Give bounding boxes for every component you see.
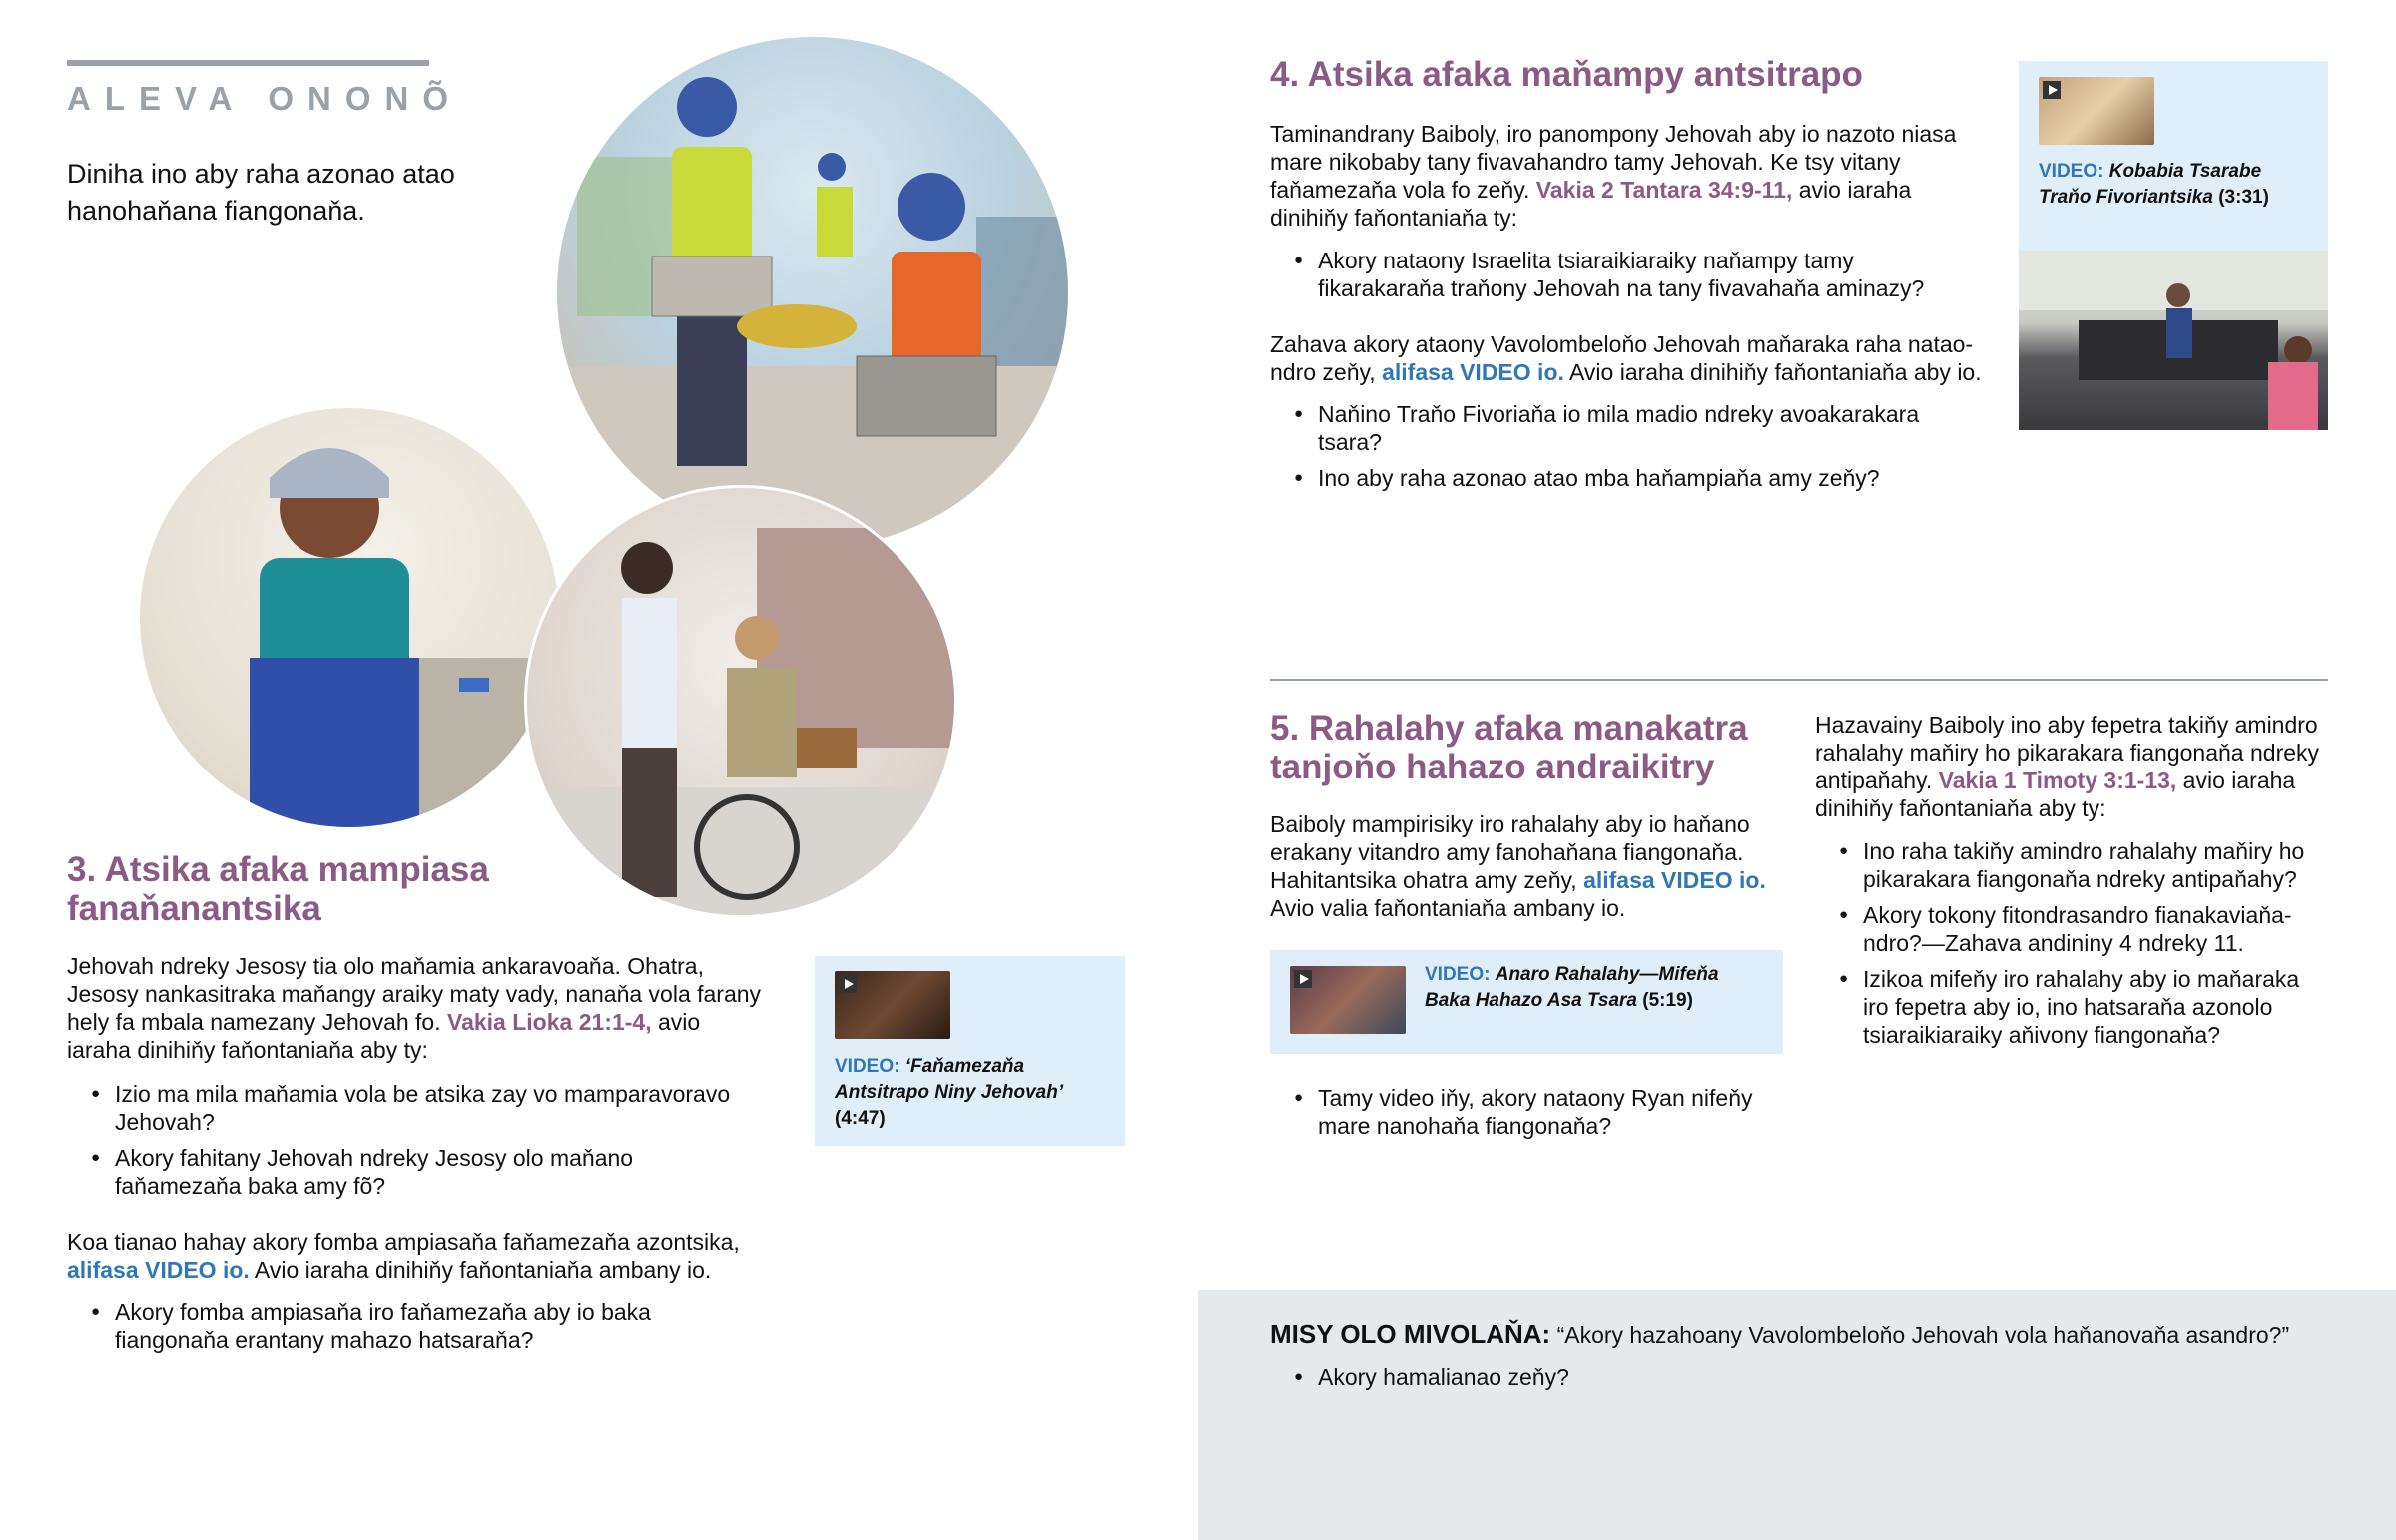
scripture-link[interactable]: Vakia 1 Timoty 3:1-13,	[1938, 768, 2177, 793]
paragraph-text: avio iaraha dinihiňy faňontaniaňa ty:	[1270, 177, 1912, 231]
question-item: ● Tamy video iňy, akory nataony Ryan nifeňy mare nanohaňa fiangonaňa?	[1270, 1084, 1789, 1140]
video-kicker: VIDEO:	[1425, 964, 1491, 985]
question-item: ● Ino raha takiňy amindro rahalahy maňiry ho pikarakara fiangonaňa ndreky antipaňahy?	[1815, 837, 2324, 893]
intro-text: Diniha ino aby raha azonao atao hanohaňana fiangonaňa.	[67, 159, 455, 226]
video-card-kingdom-hall[interactable]	[2019, 61, 2328, 430]
video-title: Anaro Rahalahy—Mifeňa Baka Hahazo Asa Tsara	[1425, 964, 1719, 1011]
section-4-paragraph-1	[1270, 120, 1989, 232]
section-3-questions-2	[67, 1298, 706, 1362]
play-icon[interactable]	[2043, 81, 2061, 99]
section-kicker: ALEVA ONONÕ	[67, 80, 463, 117]
donation-illustration	[137, 405, 562, 830]
video-caption	[2039, 159, 2318, 211]
scripture-link[interactable]: Vakia 2 Tantara 34:9-11,	[1535, 177, 1793, 203]
question-item: ● Akory tokony fitondrasandro fianakaviaňandro?—Zahava andininy 4 ndreky 11.	[1815, 901, 2324, 957]
video-caption	[835, 1054, 1114, 1132]
paragraph-text: Baiboly mampirisiky iro rahalahy aby io haňano erakany vitandro amy fanohaňana fiangonaňa. Hahitantsika ohatra amy zeňy,	[1270, 811, 1750, 893]
cleaning-photo	[2019, 251, 2328, 430]
paragraph-text: avio iaraha dinihiňy faňontaniaňa aby ty:	[67, 1009, 701, 1063]
paragraph-text: Jehovah ndreky Jesosy tia olo maňamia ankaravoaňa. Ohatra, Jesosy nankasitraka maňangy araiky maty vady, nanaňa vola farany hely fa mbala namezany Jehovah fo.	[67, 953, 762, 1035]
video-thumbnail[interactable]	[2039, 77, 2154, 145]
section-5-paragraph-1	[1270, 810, 1789, 922]
video-caption	[1425, 962, 1764, 1014]
section-4-questions-2	[1270, 400, 1969, 500]
question-item: ● Izio ma mila maňamia vola be atsika zay vo mamparavoravo Jehovah?	[67, 1080, 766, 1136]
question-item: ● Ino aby raha azonao atao mba haňampiaňa amy zeňy?	[1270, 464, 1969, 492]
video-kicker: VIDEO:	[835, 1056, 900, 1077]
video-thumbnail[interactable]	[835, 971, 950, 1039]
paragraph-text: Avio iaraha dinihiňy faňontaniaňa aby io.	[1563, 359, 1982, 385]
section-divider	[1270, 679, 2328, 681]
scripture-link[interactable]: Vakia Lioka 21:1-4,	[447, 1009, 652, 1035]
paragraph-text: Hazavainy Baiboly ino aby fepetra takiňy amindro rahalahy maňiry ho pikarakara fiangonaňa ndreky antipaňahy.	[1815, 712, 2320, 793]
paragraph-text: Zahava akory ataony Vavolombeloňo Jehovah maňaraka raha nataondro zeňy,	[1270, 331, 1974, 385]
video-thumbnail[interactable]	[1290, 966, 1406, 1034]
question-item: ● Akory fomba ampiasaňa iro faňamezaňa aby io baka fiangonaňa erantany mahazo hatsaraňa?	[67, 1298, 706, 1354]
paragraph-text: Koa tianao hahay akory fomba ampiasaňa faňamezaňa azontsika,	[67, 1229, 740, 1255]
video-card-brothers[interactable]	[1270, 950, 1783, 1054]
paragraph-text: avio iaraha dinihiňy faňontaniaňa aby ty:	[1815, 768, 2296, 821]
section-5-questions	[1270, 1084, 1789, 1148]
section-5-paragraph-2	[1815, 711, 2334, 822]
video-kicker: VIDEO:	[2039, 161, 2104, 182]
wheelchair-illustration	[524, 485, 957, 918]
section-3-title: 3. Atsika afaka mampiasa fanaňanantsika	[67, 850, 489, 928]
play-icon[interactable]	[1294, 970, 1312, 988]
workers-illustration	[554, 34, 1071, 551]
section-3-paragraph-1	[67, 952, 766, 1064]
paragraph-text: Taminandrany Baiboly, iro panompony Jehovah aby io nazoto niasa mare nikobaby tany fivavahandro tamy Jehovah. Ke tsy vitany faňamezaňa vola fo zeňy.	[1270, 121, 1957, 203]
question-item: ● Izikoa mifeňy iro rahalahy aby io maňaraka iro fepetra aby io, ino hatsaraňa azonolo tsiaraikiaraiky aňivony fiangonaňa?	[1815, 965, 2324, 1049]
someone-says-quote: “Akory hazahoany Vavolombeloňo Jehovah vola haňanovaňa asandro?”	[1556, 1322, 2290, 1348]
section-4-paragraph-2	[1270, 330, 1989, 386]
video-duration: (3:31)	[2218, 187, 2269, 208]
video-card-contributions[interactable]	[815, 956, 1125, 1146]
video-duration: (4:47)	[835, 1108, 886, 1129]
someone-says-questions	[1270, 1363, 2268, 1399]
paragraph-text: Avio valia faňontaniaňa ambany io.	[1270, 895, 1626, 921]
video-title: Kobabia Tsarabe Traňo Fivoriantsika	[2039, 161, 2262, 208]
section-3-paragraph-2	[67, 1228, 786, 1283]
section-5-questions-2	[1815, 837, 2324, 1057]
video-duration: (5:19)	[1642, 990, 1693, 1011]
header-rule	[67, 60, 429, 66]
video-link[interactable]: alifasa VIDEO io.	[67, 1257, 250, 1283]
video-link[interactable]: alifasa VIDEO io.	[1382, 359, 1564, 385]
section-4-questions	[1270, 247, 1969, 310]
question-item: ● Akory nataony Israelita tsiaraikiaraiky naňampy tamy fikarakaraňa traňony Jehovah na tany fivavahaňa aminazy?	[1270, 247, 1969, 302]
section-5-title: 5. Rahalahy afaka manakatra tanjoňo hahazo andraikitry	[1270, 709, 1748, 786]
question-item: ● Akory fahitany Jehovah ndreky Jesosy olo maňano faňamezaňa baka amy fõ?	[67, 1144, 766, 1200]
question-item: ● Akory hamalianao zeňy?	[1270, 1363, 2268, 1391]
section-4-title: 4. Atsika afaka maňampy antsitrapo	[1270, 55, 1863, 94]
question-item: ● Naňino Traňo Fivoriaňa io mila madio ndreky avoakarakara tsara?	[1270, 400, 1969, 456]
someone-says-statement	[1270, 1319, 2348, 1350]
section-3-questions	[67, 1080, 766, 1208]
play-icon[interactable]	[839, 975, 857, 993]
video-title: ‘Faňamezaňa Antsitrapo Niny Jehovah’	[835, 1056, 1064, 1103]
video-link[interactable]: alifasa VIDEO io.	[1583, 867, 1766, 893]
someone-says-label: MISY OLO MIVOLAŇA:	[1270, 1319, 1551, 1349]
paragraph-text: Avio iaraha dinihiňy faňontaniaňa ambany io.	[249, 1257, 712, 1283]
